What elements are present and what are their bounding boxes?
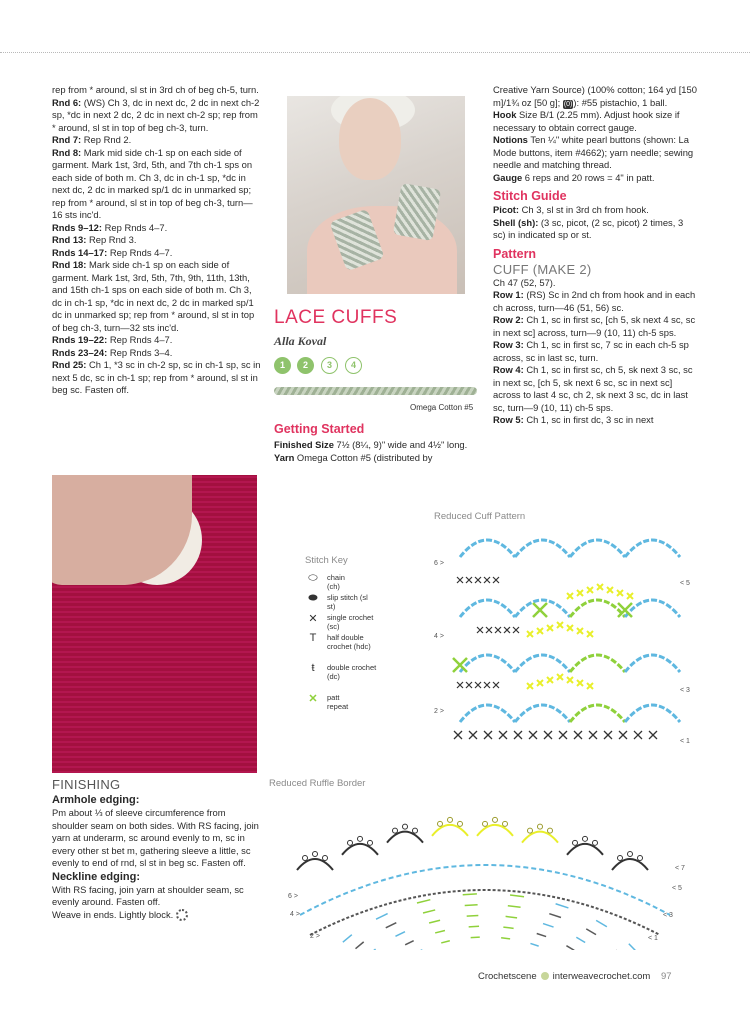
yarn-caption: Omega Cotton #5: [410, 403, 474, 412]
cuff-row-1: [493, 314, 698, 339]
ruffle-base-row: [310, 890, 660, 935]
cuff-row-text: (RS) Sc in 2nd ch from hook and in each ch across, turn—46 (51, 56) sc.: [493, 289, 696, 313]
key-dc-label: double crochet (dc): [327, 663, 377, 681]
left-column-text: [52, 84, 262, 397]
sc-stitch: [504, 627, 510, 633]
sc-stitch: [529, 731, 537, 739]
picot-mark: [618, 856, 623, 861]
skill-level-2: 2: [297, 357, 314, 374]
neckline-text: With RS facing, join yarn at shoulder seam, sc evenly around. Fasten off.: [52, 883, 244, 907]
chain-arc: [570, 540, 625, 557]
picot-mark: [303, 856, 308, 861]
yarn-label: Yarn: [274, 451, 295, 463]
sc-fan-stitch: [587, 683, 593, 689]
instruction-4: [52, 222, 262, 235]
picot-mark: [368, 840, 373, 845]
sc-stitch: [589, 731, 597, 739]
pattern-heading: Pattern: [493, 246, 537, 261]
ruffle-label-right: < 3: [663, 912, 673, 919]
ruffle-label-right: < 5: [672, 885, 682, 892]
picot-mark: [573, 840, 578, 845]
chain-arc: [625, 540, 680, 557]
picot-mark: [593, 840, 598, 845]
website: interweavecrochet.com: [552, 971, 651, 982]
picot-mark: [548, 828, 553, 833]
picot-mark: [493, 817, 498, 822]
ruffle-stitch: [549, 914, 561, 918]
key-chain-label: chain (ch): [327, 573, 345, 591]
getting-started-heading: Getting Started: [274, 422, 365, 436]
cuff-row-2: [493, 339, 698, 364]
ruffle-stitch: [543, 924, 554, 927]
ruffle-shell: [342, 844, 378, 855]
sc-fan-stitch: [537, 628, 543, 634]
ruffle-stitch: [629, 944, 637, 950]
sc-fan-stitch: [567, 593, 573, 599]
stitch-guide-heading: Stitch Guide: [493, 189, 567, 203]
picot-mark: [438, 821, 443, 826]
sc-stitch: [649, 731, 657, 739]
instruction-label: Rnds 14–17:: [52, 246, 108, 258]
ruffle-stitch: [576, 937, 585, 942]
sc-fan-stitch: [537, 680, 543, 686]
cuff-heading: CUFF (MAKE 2): [493, 261, 592, 277]
instruction-text: rep from * around, sl st in 3rd ch of beg ch-5, turn.: [52, 84, 259, 95]
weave-text: Weave in ends. Lightly block.: [52, 908, 174, 920]
picot-label: Picot:: [493, 204, 520, 215]
chain-arc: [460, 600, 515, 617]
ruffle-label-left: 4 >: [290, 911, 300, 918]
cuff-row-label: Row 1:: [493, 289, 524, 300]
sc-stitch: [634, 731, 642, 739]
instruction-8: [52, 334, 262, 347]
instruction-10: [52, 359, 262, 397]
cuff-row-label: Row 5:: [493, 414, 524, 425]
sc-stitch: [493, 682, 499, 688]
sc-fan-stitch: [567, 625, 573, 631]
instruction-text: Ch 1, *3 sc in ch-2 sp, sc in ch-1 sp, sc in next 5 dc, sc in ch-1 sp; rep from * around, sl st in beg sc. Fasten off.: [52, 359, 261, 395]
picot-mark: [393, 828, 398, 833]
instruction-text: Rep Rnds 4–7.: [107, 246, 173, 258]
sc-fan-stitch: [577, 628, 583, 634]
gauge-label: Gauge: [493, 171, 523, 183]
instruction-text: Rep Rnd 2.: [81, 134, 132, 145]
instruction-text: (WS) Ch 3, dc in next dc, 2 dc in next ch-2 sp, *dc in next 2 dc, 2 dc in next ch-2 sp; rep from * around, sl st in top of beg ch-3, turn.: [52, 96, 260, 133]
picot-mark: [538, 824, 543, 829]
chain-arc: [625, 655, 680, 672]
ruffle-stitch: [566, 946, 574, 950]
notions-text: Ten ¼" white pearl buttons (shown: La Mode buttons, item #4662); yarn needle; sewing needle and matching thread.: [493, 134, 694, 170]
stitch-key-title: Stitch Key: [305, 555, 348, 566]
chain-arc: [570, 655, 625, 672]
sc-stitch: [486, 627, 492, 633]
reduced-cuff-chart: [430, 525, 700, 755]
stitch-key: [305, 555, 377, 712]
row-label-right: < 3: [680, 687, 690, 694]
sc-stitch: [604, 731, 612, 739]
instruction-label: Rnd 25:: [52, 359, 87, 370]
instruction-label: Rnd 6:: [52, 96, 82, 108]
sc-fan-stitch: [557, 674, 563, 680]
row-label-right: < 1: [680, 738, 690, 745]
sc-stitch: [499, 731, 507, 739]
finished-size-label: Finished Size: [274, 439, 334, 450]
double-crochet-icon: ŧ: [311, 662, 315, 674]
ruffle-shell: [612, 859, 648, 870]
ruffle-shell: [297, 859, 333, 870]
instruction-label: Rnds 9–12:: [52, 221, 103, 233]
ruffle-shell: [387, 832, 423, 843]
instruction-label: Rnd 18:: [52, 259, 87, 270]
cuffs-model-photo: [287, 96, 465, 294]
ruffle-stitch: [423, 910, 435, 913]
sc-stitch: [495, 627, 501, 633]
sc-fan-stitch: [547, 677, 553, 683]
hook-text: Size B/1 (2.25 mm). Adjust hook size if necessary to obtain correct gauge.: [493, 109, 680, 133]
yarn-weight-icon: (0): [563, 100, 573, 108]
instruction-0: [52, 84, 262, 97]
foundation-chain: Ch 47 (52, 57).: [493, 276, 556, 288]
sc-stitch: [475, 577, 481, 583]
ruffle-chart-title: Reduced Ruffle Border: [269, 778, 366, 789]
row-label-left: 2 >: [434, 708, 444, 715]
patt-repeat-icon: ✕: [308, 693, 318, 705]
right-column-text: [493, 84, 698, 427]
cuff-row-3: [493, 364, 698, 414]
ruffle-stitch: [596, 920, 607, 926]
picot-mark: [638, 856, 643, 861]
key-hdc-label: half double crochet (hdc): [327, 633, 371, 651]
sc-stitch: [484, 682, 490, 688]
ruffle-stitch: [506, 916, 517, 917]
skill-level-3: 3: [321, 357, 338, 374]
chain-icon: ⬭: [308, 572, 318, 584]
instruction-label: Rnd 7:: [52, 134, 82, 145]
ruffle-stitch: [405, 941, 413, 945]
row-label-left: 6 >: [434, 560, 444, 567]
slip-stitch-icon: ⬬: [308, 592, 318, 604]
key-slst-label: slip stitch (sl st): [327, 593, 368, 611]
instruction-text: Rep Rnds 3–4.: [107, 346, 173, 358]
ruffle-stitch: [376, 914, 388, 920]
neckline-heading: Neckline edging:: [52, 870, 141, 883]
instruction-label: Rnd 13:: [52, 234, 87, 245]
getting-started-block: [274, 422, 479, 464]
ruffle-stitch: [469, 926, 479, 927]
ruffle-stitch: [395, 932, 405, 937]
sc-fan-stitch: [547, 625, 553, 631]
sc-stitch: [466, 577, 472, 583]
sweater-detail-photo: [52, 475, 257, 773]
sc-fan-stitch: [577, 590, 583, 596]
sc-stitch: [475, 682, 481, 688]
ruffle-stitch: [465, 905, 478, 906]
ruffle-stitch: [429, 920, 440, 923]
sc-stitch: [469, 731, 477, 739]
ruffle-label-right: < 7: [675, 865, 685, 872]
instruction-5: [52, 234, 262, 247]
sc-fan-stitch: [607, 587, 613, 593]
chain-arc: [515, 705, 570, 722]
ruffle-shell: [477, 825, 513, 836]
armhole-heading: Armhole edging:: [52, 794, 140, 806]
ruffle-stitch: [510, 895, 524, 897]
chain-arc: [570, 705, 625, 722]
sc-stitch: [484, 577, 490, 583]
picot-mark: [403, 824, 408, 829]
sc-stitch: [466, 682, 472, 688]
sc-fan-stitch: [627, 593, 633, 599]
row-label-left: 4 >: [434, 633, 444, 640]
sc-stitch: [477, 627, 483, 633]
instruction-6: [52, 247, 262, 260]
chain-arc: [625, 705, 680, 722]
designer-name: Alla Koval: [274, 334, 327, 348]
sc-fan-stitch: [567, 677, 573, 683]
yarn-color: ): #55 pistachio, 1 ball.: [573, 96, 668, 108]
sc-fan-stitch: [557, 622, 563, 628]
sc-stitch: [513, 627, 519, 633]
finished-size-text: 7½ (8¼, 9)" wide and 4½" long.: [333, 439, 468, 450]
cuff-chart-title: Reduced Cuff Pattern: [434, 511, 526, 522]
notions-label: Notions: [493, 134, 528, 145]
picot-text: Ch 3, sl st in 3rd ch from hook.: [519, 204, 649, 215]
cuff-row-label: Row 4:: [493, 364, 524, 375]
ruffle-stitch: [537, 934, 546, 937]
sc-stitch: [559, 731, 567, 739]
chain-arc: [460, 705, 515, 722]
ruffle-stitch: [503, 927, 513, 928]
row-label-right: < 5: [680, 580, 690, 587]
finishing-block: [52, 777, 262, 921]
cuff-row-text: Ch 1, sc in first dc, 3 sc in next: [523, 414, 654, 425]
picot-mark: [358, 836, 363, 841]
end-mark-icon: [176, 909, 188, 921]
cuff-row-label: Row 2:: [493, 314, 524, 325]
cuff-rows: [493, 289, 698, 427]
key-repeat-label: patt repeat: [327, 693, 349, 711]
sc-fan-stitch: [587, 631, 593, 637]
ruffle-stitch: [441, 941, 450, 943]
instruction-label: Rnds 23–24:: [52, 346, 108, 358]
instruction-9: [52, 347, 262, 360]
instruction-7: [52, 259, 262, 334]
picot-mark: [528, 828, 533, 833]
sc-fan-stitch: [587, 587, 593, 593]
ruffle-label-left: 6 >: [288, 893, 298, 900]
single-crochet-icon: ✕: [308, 613, 318, 625]
sc-stitch: [457, 577, 463, 583]
ruffle-stitch: [508, 906, 521, 908]
ruffle-label-left: 2 >: [310, 933, 320, 940]
chain-arc: [515, 540, 570, 557]
ruffle-stitch: [471, 937, 480, 938]
instruction-2: [52, 134, 262, 147]
instruction-text: Mark side ch-1 sp on each side of garment. Mark 1st, 3rd, 5th, 7th, 9th, 11th, 13th, and 15th ch-1 sps on each side of both m. Ch 3, dc in ch-1 sp, *dc in next dc, 2 dc in marked sp/1 dc in unmarked sp; rep from * around, sl st in top of beg ch-3, turn—32 sts inc'd.: [52, 259, 255, 333]
sc-stitch: [619, 731, 627, 739]
picot-mark: [413, 828, 418, 833]
instruction-text: Rep Rnds 4–7.: [102, 221, 168, 233]
ruffle-stitch: [417, 900, 430, 903]
picot-mark: [458, 821, 463, 826]
cuff-row-0: [493, 289, 698, 314]
yarn-text: Omega Cotton #5 (distributed by: [294, 451, 433, 463]
patt-repeat-mark: [533, 603, 547, 617]
picot-mark: [583, 836, 588, 841]
ruffle-stitch: [368, 949, 375, 950]
ruffle-shell: [432, 825, 468, 836]
ruffle-stitch: [356, 942, 364, 949]
sc-stitch: [574, 731, 582, 739]
page-number: 97: [660, 971, 672, 982]
pattern-title: LACE CUFFS: [274, 307, 398, 328]
instruction-3: [52, 147, 262, 222]
sc-stitch: [544, 731, 552, 739]
chain-arc: [460, 655, 515, 672]
picot-mark: [323, 856, 328, 861]
sc-fan-stitch: [597, 584, 603, 590]
key-sc-label: single crochet (sc): [327, 613, 374, 631]
shell-label: Shell (sh):: [493, 216, 539, 228]
sc-fan-stitch: [617, 590, 623, 596]
instruction-label: Rnd 8:: [52, 146, 82, 158]
page-footer: [478, 971, 672, 982]
sc-stitch: [454, 731, 462, 739]
picot-mark: [628, 852, 633, 857]
chain-arc: [625, 600, 680, 617]
instruction-text: Rep Rnd 3.: [86, 234, 137, 245]
sc-fan-stitch: [527, 683, 533, 689]
ruffle-stitch: [556, 904, 569, 908]
reduced-ruffle-chart: [270, 785, 700, 950]
finishing-heading: FINISHING: [52, 777, 121, 792]
cuff-row-label: Row 3:: [493, 339, 524, 350]
ruffle-shell: [567, 844, 603, 855]
instruction-1: [52, 97, 262, 135]
picot-mark: [448, 817, 453, 822]
cuff-row-4: [493, 414, 698, 427]
ruffle-stitch: [467, 916, 479, 917]
instruction-label: Rnds 19–22:: [52, 334, 108, 345]
armhole-text: Pm about ⅓ of sleeve circumference from shoulder seam on both sides. With RS facing, join yarn at underarm, sc around evenly to m, sc in every other st bet m, gathering sleeve a little, sc evenly to end of rnd, sl st in beg sc. Fasten off.: [52, 807, 259, 868]
shell-text: (3 sc, picot, (2 sc, picot) 2 times, 3 sc) in indicated sp or st.: [493, 216, 684, 240]
gauge-text: 6 reps and 20 rows = 4" in patt.: [522, 171, 655, 183]
ruffle-stitch: [386, 923, 397, 928]
top-dotted-rule: [0, 52, 750, 53]
skill-level-4: 4: [345, 357, 362, 374]
instruction-text: Mark mid side ch-1 sp on each side of garment. Mark 1st, 3rd, 5th, and 7th ch-1 sps on each side of both m. Ch 3, dc in ch-1 sp, *dc in next dc, 2 dc in marked sp/1 dc in unmarked sp; rep from * around, sl st in top of beg ch-3, turn—16 sts inc'd.: [52, 146, 253, 220]
hook-label: Hook: [493, 109, 517, 120]
picot-mark: [313, 852, 318, 857]
cuff-row-text: Ch 1, sc in first sc, [ch 5, sk next 4 sc, sc in next sc] across, turn—9 (10, 11) ch-5 sps.: [493, 314, 696, 338]
sc-stitch: [484, 731, 492, 739]
ruffle-stitch: [530, 943, 538, 946]
cuff-row-text: Ch 1, sc in first sc, ch 5, sk next 3 sc, sc in next sc, [ch 5, sk next 6 sc, sc in next sc] across to last 4 sc, ch 2, sk next 3 sc, dc in last sc, turn—9 (10, 11) ch-5 sps.: [493, 364, 693, 413]
magazine-name: Crochetscene: [478, 971, 537, 982]
sc-fan-stitch: [577, 680, 583, 686]
instruction-text: Rep Rnds 4–7.: [107, 334, 173, 345]
picot-mark: [503, 821, 508, 826]
chain-arc: [570, 600, 625, 617]
chain-arc: [515, 655, 570, 672]
sc-fan-stitch: [527, 631, 533, 637]
sc-stitch: [457, 682, 463, 688]
ruffle-stitch: [435, 931, 445, 933]
ruffle-stitch: [343, 935, 352, 943]
chain-arc: [460, 540, 515, 557]
yarn-swatch-image: [274, 387, 477, 395]
cuff-row-text: Ch 1, sc in first sc, 7 sc in each ch-5 sp across, sc in last sc, turn.: [493, 339, 689, 363]
skill-level-1: 1: [274, 357, 291, 374]
ruffle-label-right: < 1: [648, 935, 658, 942]
sc-stitch: [514, 731, 522, 739]
ruffle-stitch: [463, 894, 477, 895]
ruffle-stitch: [586, 929, 596, 935]
picot-mark: [348, 840, 353, 845]
yarn-specs: Creative Yarn Source) (100% cotton; 164 yd [150 m]/1¾ oz [50 g];: [493, 84, 697, 108]
ruffle-stitch: [501, 938, 510, 939]
footer-dot-icon: [541, 972, 549, 980]
half-double-crochet-icon: T: [309, 632, 317, 644]
sc-stitch: [493, 577, 499, 583]
ruffle-shell: [522, 832, 558, 843]
picot-mark: [483, 821, 488, 826]
